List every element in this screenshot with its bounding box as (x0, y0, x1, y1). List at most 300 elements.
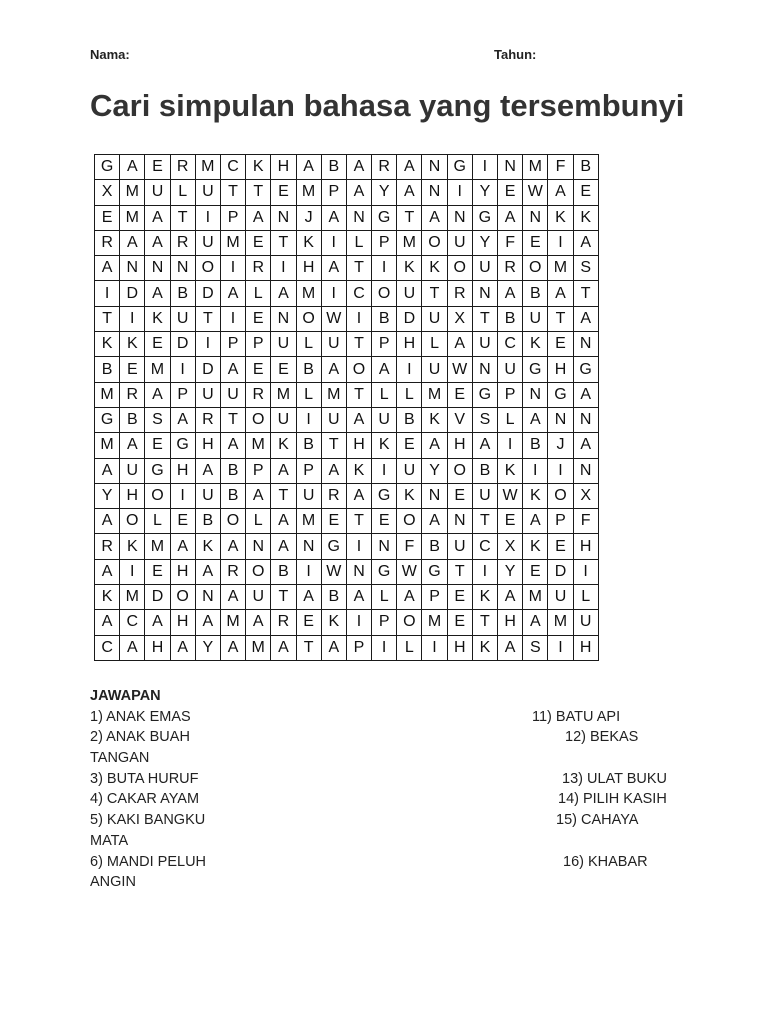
grid-cell: K (523, 483, 548, 508)
grid-cell: G (573, 357, 598, 382)
grid-cell: A (321, 205, 346, 230)
grid-cell: R (95, 534, 120, 559)
grid-cell: N (346, 205, 371, 230)
grid-cell: P (548, 509, 573, 534)
grid-cell: A (523, 407, 548, 432)
grid-cell: K (246, 155, 271, 180)
grid-cell: K (145, 306, 170, 331)
answer-left: 3) BUTA HURUF (90, 770, 199, 787)
grid-cell: N (472, 281, 497, 306)
grid-cell: K (372, 433, 397, 458)
grid-cell: Y (372, 180, 397, 205)
grid-cell: R (372, 155, 397, 180)
grid-cell: O (447, 256, 472, 281)
grid-cell: K (120, 332, 145, 357)
grid-cell: A (346, 155, 371, 180)
grid-cell: B (523, 281, 548, 306)
grid-cell: O (145, 483, 170, 508)
grid-cell: B (573, 155, 598, 180)
answer-right: 12) BEKAS (565, 729, 639, 746)
grid-cell: E (145, 155, 170, 180)
grid-cell: E (372, 509, 397, 534)
grid-cell: A (573, 306, 598, 331)
grid-cell: A (422, 509, 447, 534)
grid-cell: I (498, 433, 523, 458)
grid-cell: H (145, 635, 170, 660)
grid-cell: A (145, 382, 170, 407)
grid-cell: A (220, 433, 245, 458)
grid-cell: F (397, 534, 422, 559)
grid-cell: N (145, 256, 170, 281)
grid-cell: B (195, 509, 220, 534)
grid-cell: I (548, 635, 573, 660)
grid-cell: R (220, 559, 245, 584)
grid-cell: N (422, 155, 447, 180)
grid-cell: P (246, 458, 271, 483)
name-label: Nama: (90, 47, 130, 62)
answer-left: 6) MANDI PELUH (90, 853, 207, 870)
grid-cell: A (95, 610, 120, 635)
grid-cell: O (397, 610, 422, 635)
grid-cell: J (296, 205, 321, 230)
grid-cell: N (120, 256, 145, 281)
grid-cell: S (523, 635, 548, 660)
grid-row (95, 585, 599, 610)
grid-cell: E (523, 559, 548, 584)
answer-right: 13) ULAT BUKU (562, 770, 668, 787)
grid-cell: Y (472, 180, 497, 205)
grid-cell: E (271, 357, 296, 382)
grid-cell: I (372, 635, 397, 660)
grid-cell: M (95, 433, 120, 458)
grid-cell: B (498, 306, 523, 331)
grid-cell: M (120, 585, 145, 610)
grid-cell: W (447, 357, 472, 382)
grid-cell: A (573, 433, 598, 458)
grid-cell: A (548, 180, 573, 205)
grid-cell: I (120, 306, 145, 331)
grid-cell: O (296, 306, 321, 331)
grid-row (95, 407, 599, 432)
grid-cell: G (95, 155, 120, 180)
grid-cell: K (422, 407, 447, 432)
answer-left: 1) ANAK EMAS (90, 708, 191, 725)
grid-cell: N (498, 155, 523, 180)
grid-cell: E (447, 610, 472, 635)
grid-cell: M (296, 509, 321, 534)
grid-cell: N (447, 205, 472, 230)
grid-cell: A (271, 534, 296, 559)
grid-cell: I (346, 610, 371, 635)
grid-cell: T (246, 180, 271, 205)
grid-cell: N (523, 382, 548, 407)
grid-cell: I (372, 458, 397, 483)
grid-cell: C (472, 534, 497, 559)
grid-cell: U (321, 407, 346, 432)
grid-cell: A (95, 458, 120, 483)
grid-cell: M (195, 155, 220, 180)
grid-cell: N (170, 256, 195, 281)
grid-cell: D (145, 585, 170, 610)
grid-cell: T (296, 635, 321, 660)
grid-cell: N (573, 407, 598, 432)
grid-cell: A (296, 155, 321, 180)
word-search-grid (94, 154, 599, 661)
grid-row (95, 332, 599, 357)
grid-cell: A (120, 230, 145, 255)
grid-cell: E (498, 509, 523, 534)
grid-cell: H (170, 559, 195, 584)
grid-cell: H (548, 357, 573, 382)
grid-cell: N (573, 332, 598, 357)
grid-cell: L (397, 382, 422, 407)
grid-cell: K (523, 332, 548, 357)
grid-cell: H (346, 433, 371, 458)
grid-cell: A (195, 610, 220, 635)
grid-row (95, 281, 599, 306)
grid-cell: O (120, 509, 145, 534)
grid-cell: A (170, 635, 195, 660)
answer-left: 4) CAKAR AYAM (90, 791, 200, 808)
grid-cell: I (346, 306, 371, 331)
grid-cell: O (220, 509, 245, 534)
grid-cell: W (498, 483, 523, 508)
grid-cell: X (95, 180, 120, 205)
grid-cell: N (422, 180, 447, 205)
grid-cell: P (321, 180, 346, 205)
grid-cell: R (195, 407, 220, 432)
grid-cell: G (372, 205, 397, 230)
grid-cell: U (548, 585, 573, 610)
grid-cell: Y (95, 483, 120, 508)
grid-cell: L (573, 585, 598, 610)
grid-cell: A (397, 180, 422, 205)
grid-cell: I (220, 256, 245, 281)
grid-cell: D (195, 357, 220, 382)
grid-cell: N (573, 458, 598, 483)
answer-left: ANGIN (90, 874, 136, 891)
grid-cell: A (145, 230, 170, 255)
grid-cell: B (321, 585, 346, 610)
grid-cell: M (397, 230, 422, 255)
grid-cell: E (548, 332, 573, 357)
grid-cell: I (372, 256, 397, 281)
grid-cell: L (498, 407, 523, 432)
grid-cell: A (321, 357, 346, 382)
grid-cell: N (271, 205, 296, 230)
grid-cell: U (472, 332, 497, 357)
grid-cell: N (372, 534, 397, 559)
grid-cell: S (472, 407, 497, 432)
grid-cell: B (220, 483, 245, 508)
grid-row (95, 155, 599, 180)
grid-cell: A (220, 585, 245, 610)
grid-cell: A (195, 559, 220, 584)
grid-cell: K (548, 205, 573, 230)
grid-cell: P (246, 332, 271, 357)
grid-cell: A (170, 534, 195, 559)
grid-cell: M (271, 382, 296, 407)
grid-cell: H (170, 610, 195, 635)
grid-cell: T (346, 256, 371, 281)
grid-cell: A (120, 635, 145, 660)
grid-cell: T (220, 407, 245, 432)
grid-cell: U (447, 534, 472, 559)
grid-row (95, 306, 599, 331)
grid-cell: N (246, 534, 271, 559)
grid-cell: D (397, 306, 422, 331)
grid-cell: A (271, 458, 296, 483)
grid-cell: A (220, 281, 245, 306)
grid-cell: E (246, 230, 271, 255)
answer-right: 11) BATU API (532, 708, 621, 725)
grid-cell: U (170, 306, 195, 331)
grid-cell: O (346, 357, 371, 382)
grid-cell: T (346, 382, 371, 407)
grid-cell: E (95, 205, 120, 230)
grid-cell: G (170, 433, 195, 458)
grid-cell: E (447, 483, 472, 508)
grid-cell: A (145, 205, 170, 230)
grid-row (95, 559, 599, 584)
grid-cell: W (321, 306, 346, 331)
grid-cell: M (548, 610, 573, 635)
grid-cell: E (246, 306, 271, 331)
grid-cell: O (195, 256, 220, 281)
answer-list-title: JAWAPAN (90, 688, 161, 704)
grid-cell: R (271, 610, 296, 635)
grid-cell: O (397, 509, 422, 534)
answer-row (90, 831, 690, 852)
grid-cell: T (548, 306, 573, 331)
grid-cell: A (422, 205, 447, 230)
grid-cell: O (372, 281, 397, 306)
grid-cell: E (397, 433, 422, 458)
grid-cell: A (346, 407, 371, 432)
grid-cell: I (170, 483, 195, 508)
grid-cell: K (397, 483, 422, 508)
grid-cell: T (321, 433, 346, 458)
grid-cell: D (548, 559, 573, 584)
grid-cell: U (195, 180, 220, 205)
grid-cell: A (573, 230, 598, 255)
grid-cell: T (472, 610, 497, 635)
grid-cell: U (271, 332, 296, 357)
grid-cell: A (498, 205, 523, 230)
grid-cell: H (573, 635, 598, 660)
grid-cell: A (271, 509, 296, 534)
grid-cell: S (145, 407, 170, 432)
answer-row (90, 707, 690, 728)
grid-cell: O (246, 407, 271, 432)
grid-cell: P (346, 635, 371, 660)
grid-cell: T (220, 180, 245, 205)
grid-cell: E (246, 357, 271, 382)
grid-cell: K (321, 610, 346, 635)
grid-cell: R (246, 382, 271, 407)
grid-cell: R (170, 155, 195, 180)
grid-cell: U (271, 407, 296, 432)
grid-cell: A (397, 155, 422, 180)
grid-cell: H (271, 155, 296, 180)
grid-cell: A (548, 281, 573, 306)
grid-cell: G (372, 559, 397, 584)
grid-cell: B (120, 407, 145, 432)
grid-row (95, 458, 599, 483)
grid-cell: A (346, 483, 371, 508)
grid-cell: T (271, 585, 296, 610)
grid-cell: G (472, 205, 497, 230)
grid-cell: A (195, 458, 220, 483)
grid-cell: K (346, 458, 371, 483)
grid-cell: R (120, 382, 145, 407)
grid-cell: G (321, 534, 346, 559)
grid-cell: P (498, 382, 523, 407)
grid-cell: R (447, 281, 472, 306)
grid-cell: R (170, 230, 195, 255)
year-label: Tahun: (494, 47, 537, 62)
grid-cell: M (145, 534, 170, 559)
grid-cell: T (271, 230, 296, 255)
answer-left: MATA (90, 832, 129, 849)
grid-row (95, 256, 599, 281)
answer-row (90, 727, 690, 748)
grid-cell: A (95, 256, 120, 281)
answer-left: TANGAN (90, 750, 150, 767)
grid-cell: U (472, 483, 497, 508)
grid-cell: I (195, 332, 220, 357)
grid-cell: S (573, 256, 598, 281)
grid-cell: M (120, 180, 145, 205)
grid-cell: O (246, 559, 271, 584)
grid-cell: E (145, 332, 170, 357)
grid-row (95, 205, 599, 230)
grid-cell: B (321, 155, 346, 180)
grid-cell: U (120, 458, 145, 483)
grid-cell: M (145, 357, 170, 382)
grid-cell: A (145, 610, 170, 635)
grid-cell: U (195, 230, 220, 255)
grid-cell: U (296, 483, 321, 508)
grid-row (95, 635, 599, 660)
grid-cell: M (246, 635, 271, 660)
grid-cell: A (246, 483, 271, 508)
grid-cell: B (397, 407, 422, 432)
grid-cell: M (548, 256, 573, 281)
grid-cell: M (296, 281, 321, 306)
grid-cell: O (422, 230, 447, 255)
answer-left: 2) ANAK BUAH (90, 729, 190, 746)
grid-cell: A (472, 433, 497, 458)
grid-cell: I (271, 256, 296, 281)
grid-cell: U (523, 306, 548, 331)
grid-cell: A (498, 585, 523, 610)
grid-row (95, 610, 599, 635)
grid-cell: B (95, 357, 120, 382)
grid-cell: A (346, 585, 371, 610)
grid-cell: L (145, 509, 170, 534)
grid-cell: E (498, 180, 523, 205)
grid-row (95, 357, 599, 382)
grid-cell: P (220, 205, 245, 230)
grid-cell: K (472, 585, 497, 610)
grid-cell: M (523, 155, 548, 180)
grid-cell: E (548, 534, 573, 559)
grid-cell: I (346, 534, 371, 559)
grid-cell: L (170, 180, 195, 205)
grid-cell: N (271, 306, 296, 331)
grid-cell: F (498, 230, 523, 255)
grid-cell: L (296, 382, 321, 407)
grid-cell: L (296, 332, 321, 357)
grid-cell: I (422, 635, 447, 660)
grid-cell: G (447, 155, 472, 180)
grid-cell: K (195, 534, 220, 559)
grid-cell: V (447, 407, 472, 432)
grid-cell: I (472, 559, 497, 584)
grid-cell: A (95, 509, 120, 534)
grid-cell: A (321, 256, 346, 281)
grid-cell: I (296, 559, 321, 584)
grid-cell: G (422, 559, 447, 584)
grid-cell: G (145, 458, 170, 483)
grid-cell: B (422, 534, 447, 559)
grid-cell: H (397, 332, 422, 357)
grid-cell: E (145, 433, 170, 458)
grid-cell: E (271, 180, 296, 205)
grid-cell: A (220, 635, 245, 660)
grid-cell: B (220, 458, 245, 483)
grid-cell: E (447, 585, 472, 610)
grid-cell: T (472, 509, 497, 534)
grid-cell: N (447, 509, 472, 534)
grid-cell: U (372, 407, 397, 432)
grid-cell: M (422, 610, 447, 635)
grid-cell: K (472, 635, 497, 660)
grid-cell: E (573, 180, 598, 205)
grid-cell: E (321, 509, 346, 534)
grid-cell: T (397, 205, 422, 230)
grid-row (95, 180, 599, 205)
grid-cell: T (195, 306, 220, 331)
grid-cell: T (271, 483, 296, 508)
grid-cell: C (95, 635, 120, 660)
grid-cell: T (422, 281, 447, 306)
grid-cell: U (573, 610, 598, 635)
grid-cell: A (422, 433, 447, 458)
grid-cell: U (422, 357, 447, 382)
grid-cell: B (296, 357, 321, 382)
grid-cell: U (422, 306, 447, 331)
grid-cell: I (296, 407, 321, 432)
grid-cell: J (548, 433, 573, 458)
grid-cell: Y (472, 230, 497, 255)
answer-list (90, 686, 690, 893)
grid-cell: K (573, 205, 598, 230)
grid-cell: T (95, 306, 120, 331)
grid-cell: A (271, 635, 296, 660)
grid-cell: K (95, 332, 120, 357)
grid-cell: G (523, 357, 548, 382)
grid-cell: A (397, 585, 422, 610)
grid-cell: I (447, 180, 472, 205)
grid-cell: N (296, 534, 321, 559)
grid-cell: A (447, 332, 472, 357)
grid-cell: T (447, 559, 472, 584)
grid-cell: L (372, 585, 397, 610)
grid-cell: W (321, 559, 346, 584)
grid-cell: B (472, 458, 497, 483)
